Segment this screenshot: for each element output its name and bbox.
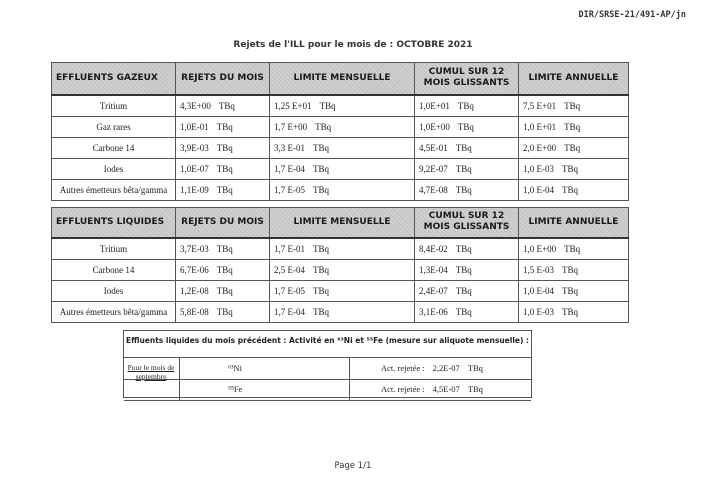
limite-mensuelle-value: 2,5 E-04 TBq [270, 259, 415, 280]
table-row [52, 137, 629, 158]
header-limite-annuelle: LIMITE ANNUELLE [519, 63, 629, 95]
cumul-value: 9,2E-07 TBq [415, 158, 519, 179]
rejets-value: 4,3E+00 TBq [176, 95, 270, 117]
effluent-name: Autres émetteurs bêta/gamma [52, 179, 176, 200]
limite-annuelle-value: 1,0 E-03 TBq [519, 158, 629, 179]
cumul-value: 3,1E-06 TBq [415, 301, 519, 322]
rejets-value: 1,0E-01 TBq [176, 116, 270, 137]
header-rejets: REJETS DU MOIS [176, 63, 270, 95]
previous-month-heading: Effluents liquides du mois précédent : Activité en ⁶³Ni et ⁵⁵Fe (mesure sur aliquote mensuelle) : [125, 336, 530, 345]
activity-value: Act. rejetée : 2,2E-07 TBq [381, 363, 483, 373]
activity-value: Act. rejetée : 4,5E-07 TBq [381, 384, 483, 394]
page-title: Rejets de l'ILL pour le mois de : OCTOBRE 2021 [233, 40, 473, 50]
cumul-value: 4,5E-01 TBq [415, 137, 519, 158]
limite-annuelle-value: 1,0 E-04 TBq [519, 280, 629, 301]
effluent-name: Iodes [52, 280, 176, 301]
header-cumul: CUMUL SUR 12 MOIS GLISSANTS [415, 63, 519, 95]
table-row [52, 259, 629, 280]
limite-mensuelle-value: 1,7 E-01 TBq [270, 238, 415, 260]
effluent-name: Tritium [52, 95, 176, 117]
table-row [52, 158, 629, 179]
cumul-value: 8,4E-02 TBq [415, 238, 519, 260]
effluent-name: Gaz rares [52, 116, 176, 137]
limite-mensuelle-value: 1,25 E+01 TBq [270, 95, 415, 117]
isotope-label: ⁶³Ni [228, 363, 243, 373]
rejets-value: 5,8E-08 TBq [176, 301, 270, 322]
rejets-value: 3,9E-03 TBq [176, 137, 270, 158]
header-rejets: REJETS DU MOIS [176, 208, 270, 238]
previous-month-box [123, 330, 532, 398]
effluent-name: Carbone 14 [52, 259, 176, 280]
cumul-value: 4,7E-08 TBq [415, 179, 519, 200]
header-limite-annuelle: LIMITE ANNUELLE [519, 208, 629, 238]
cumul-value: 2,4E-07 TBq [415, 280, 519, 301]
limite-mensuelle-value: 1,7 E-05 TBq [270, 179, 415, 200]
header-cumul: CUMUL SUR 12 MOIS GLISSANTS [415, 208, 519, 238]
rejets-value: 3,7E-03 TBq [176, 238, 270, 260]
limite-annuelle-value: 1,5 E-03 TBq [519, 259, 629, 280]
isotope-label: ⁵⁵Fe [228, 384, 243, 394]
rejets-value: 1,1E-09 TBq [176, 179, 270, 200]
table-row [52, 280, 629, 301]
cumul-value: 1,0E+01 TBq [415, 95, 519, 117]
limite-mensuelle-value: 1,7 E+00 TBq [270, 116, 415, 137]
cumul-value: 1,3E-04 TBq [415, 259, 519, 280]
table-row [52, 238, 629, 260]
previous-month-row-fe55 [124, 379, 531, 401]
limite-annuelle-value: 1,0 E-04 TBq [519, 179, 629, 200]
document-reference: DIR/SRSE-21/491-AP/jn [578, 10, 686, 20]
effluent-name: Tritium [52, 238, 176, 260]
effluent-name: Autres émetteurs bêta/gamma [52, 301, 176, 322]
rejets-value: 1,2E-08 TBq [176, 280, 270, 301]
previous-month-row-ni63 [124, 357, 531, 380]
table-row [52, 95, 629, 117]
limite-mensuelle-value: 3,3 E-01 TBq [270, 137, 415, 158]
limite-annuelle-value: 1,0 E+01 TBq [519, 116, 629, 137]
limite-mensuelle-value: 1,7 E-04 TBq [270, 301, 415, 322]
table-row [52, 116, 629, 137]
rejets-value: 6,7E-06 TBq [176, 259, 270, 280]
column-divider [179, 357, 180, 400]
rejets-value: 1,0E-07 TBq [176, 158, 270, 179]
limite-annuelle-value: 1,0 E-03 TBq [519, 301, 629, 322]
period-label: Pour le mois de septembre [127, 363, 175, 381]
limite-annuelle-value: 7,5 E+01 TBq [519, 95, 629, 117]
column-divider [349, 357, 350, 400]
limite-annuelle-value: 2,0 E+00 TBq [519, 137, 629, 158]
table-row [52, 301, 629, 322]
effluent-name: Carbone 14 [52, 137, 176, 158]
gaseous-effluents-table [51, 62, 629, 201]
header-category: EFFLUENTS LIQUIDES [52, 208, 176, 238]
effluent-name: Iodes [52, 158, 176, 179]
header-limite-mensuelle: LIMITE MENSUELLE [270, 63, 415, 95]
header-category: EFFLUENTS GAZEUX [52, 63, 176, 95]
limite-mensuelle-value: 1,7 E-04 TBq [270, 158, 415, 179]
header-limite-mensuelle: LIMITE MENSUELLE [270, 208, 415, 238]
limite-annuelle-value: 1,0 E+00 TBq [519, 238, 629, 260]
cumul-value: 1,0E+00 TBq [415, 116, 519, 137]
table-row [52, 179, 629, 200]
limite-mensuelle-value: 1,7 E-05 TBq [270, 280, 415, 301]
page-number: Page 1/1 [334, 461, 372, 471]
liquid-effluents-table [51, 207, 629, 323]
